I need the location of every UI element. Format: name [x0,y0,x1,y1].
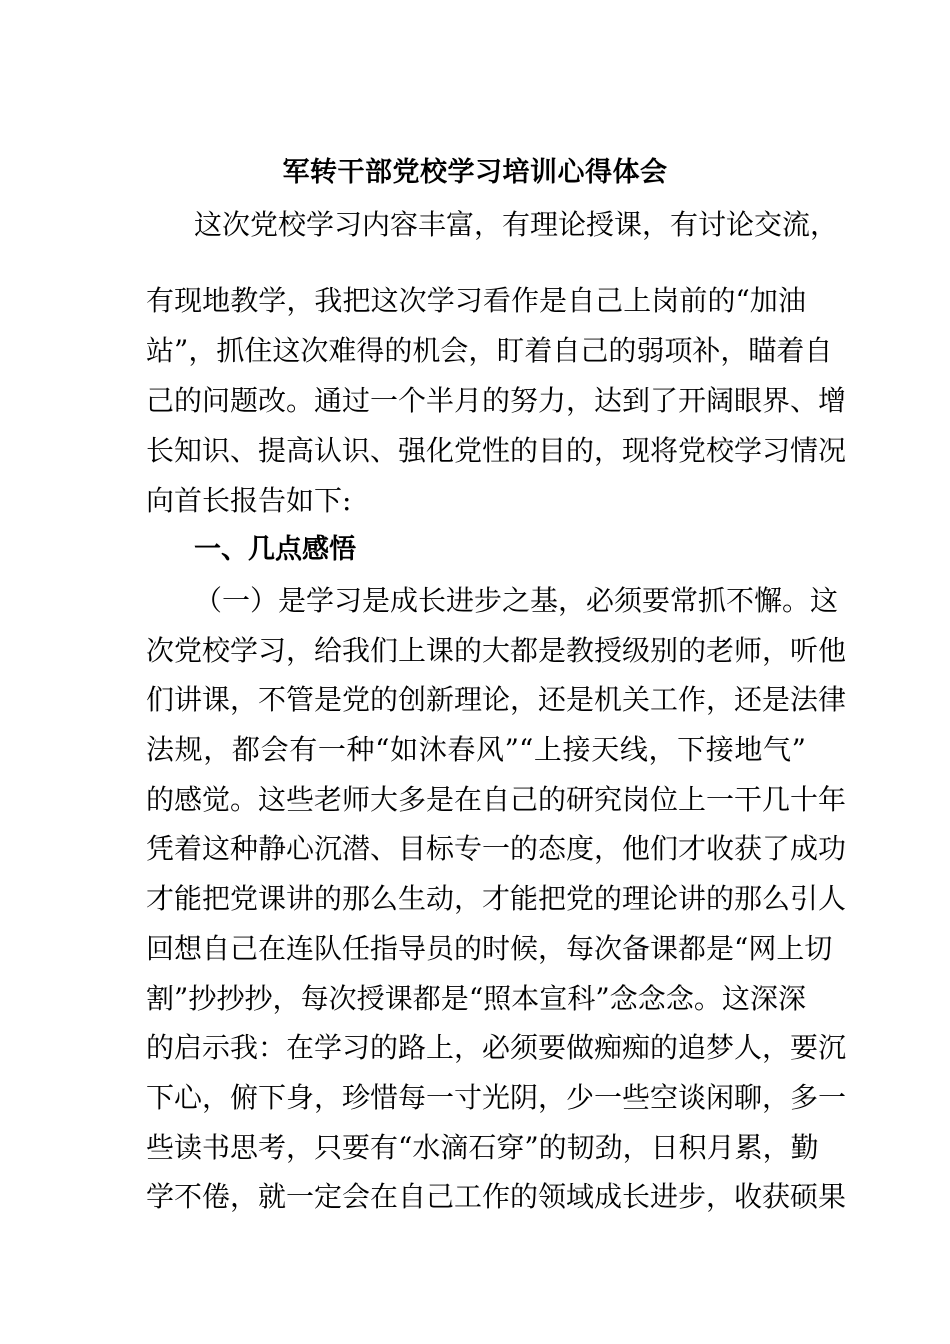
paragraph-line: 们讲课，不管是党的创新理论，还是机关工作，还是法律 [146,683,847,716]
paragraph-line: 割”抄抄抄，每次授课都是“照本宣科”念念念。这深深 [146,982,806,1015]
paragraph-line: 向首长报告如下: [146,484,352,517]
paragraph-line: 长知识、提高认识、强化党性的目的，现将党校学习情况 [146,434,847,467]
paragraph-line: （一）是学习是成长进步之基，必须要常抓不懈。这 [194,584,839,617]
paragraph-line: 回想自己在连队任指导员的时候，每次备课都是“网上切 [146,932,833,965]
paragraph-line: 己的问题改。通过一个半月的努力，达到了开阔眼界、增 [146,384,847,417]
paragraph-line: 学不倦，就一定会在自己工作的领域成长进步，收获硕果 [146,1180,847,1213]
paragraph-line: 的启示我：在学习的路上，必须要做痴痴的追梦人，要沉 [146,1031,847,1064]
section-heading: 一、几点感悟 [194,534,356,565]
paragraph-line: 有现地教学，我把这次学习看作是自己上岗前的“加油 [146,284,806,317]
paragraph-line: 这次党校学习内容丰富，有理论授课，有讨论交流， [194,208,839,241]
paragraph-line: 些读书思考，只要有“水滴石穿”的韧劲，日积月累，勤 [146,1131,819,1164]
paragraph-line: 才能把党课讲的那么生动，才能把党的理论讲的那么引人 [146,882,847,915]
paragraph-line: 站”，抓住这次难得的机会，盯着自己的弱项补，瞄着自 [146,334,833,367]
paragraph-line: 下心，俯下身，珍惜每一寸光阴，少一些空谈闲聊，多一 [146,1081,847,1114]
paragraph-line: 的感觉。这些老师大多是在自己的研究岗位上一干几十年 [146,783,847,816]
paragraph-line: 凭着这种静心沉潜、目标专一的态度，他们才收获了成功 [146,832,847,865]
paragraph-line: 法规，都会有一种“如沐春风”“上接天线，下接地气” [146,733,806,766]
document-title: 军转干部党校学习培训心得体会 [282,157,668,188]
paragraph-line: 次党校学习，给我们上课的大都是教授级别的老师，听他 [146,634,847,667]
